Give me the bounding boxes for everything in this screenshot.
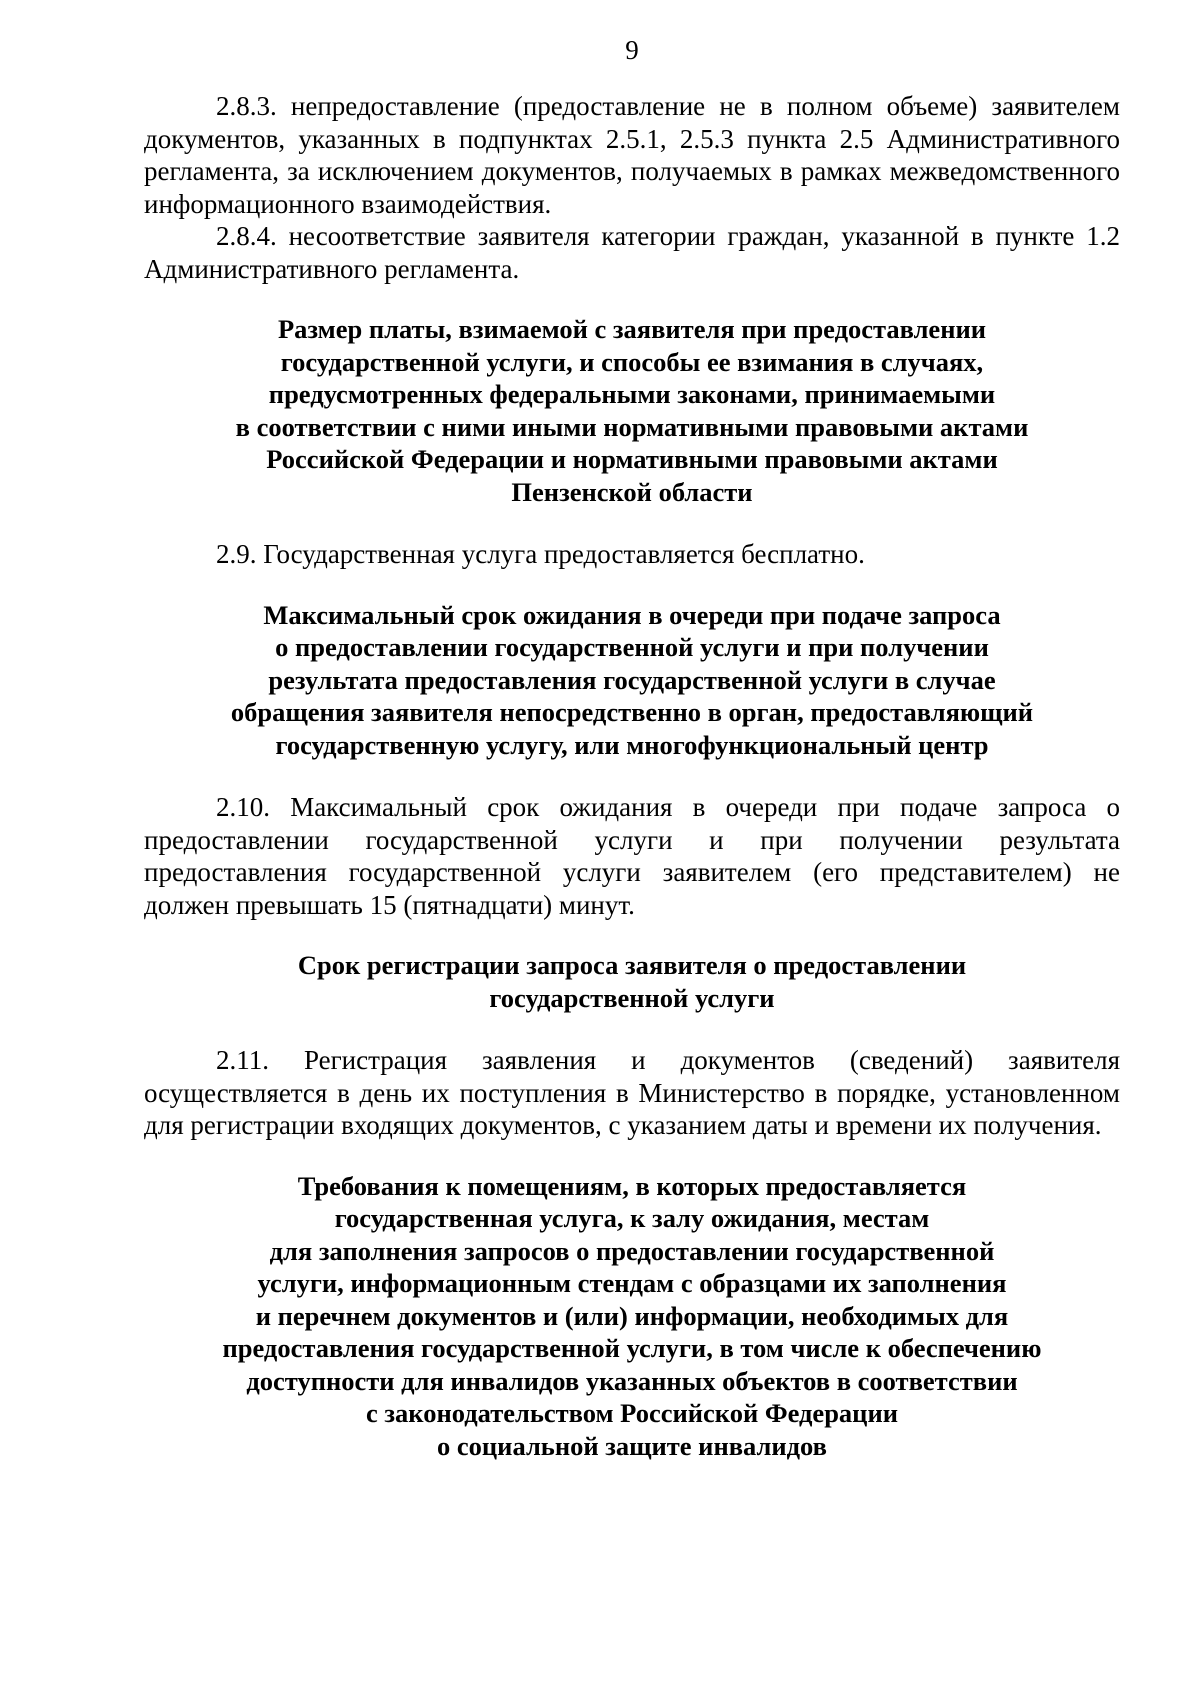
heading-premises <box>144 1170 1120 1463</box>
spacer <box>144 761 1120 791</box>
heading-line: результата предоставления государственной услуги в случае <box>268 664 996 695</box>
heading-line: Максимальный срок ожидания в очереди при подаче запроса <box>263 599 1001 630</box>
paragraph-2-10: 2.10. Максимальный срок ожидания в очереди при подаче запроса о предоставлении государственной услуги и при получении результата предоставления государственной услуги заявителем (его представителем) не должен превышать 15 (пятнадцати) минут. <box>144 792 1120 920</box>
heading-registration <box>144 949 1120 1014</box>
heading-line: о социальной защите инвалидов <box>437 1430 827 1461</box>
spacer <box>144 571 1120 599</box>
heading-line: Пензенской области <box>511 476 753 507</box>
heading-line: государственной услуги, и способы ее взимания в случаях, <box>280 346 984 377</box>
heading-line: государственную услугу, или многофункциональный центр <box>275 729 989 760</box>
heading-line: Размер платы, взимаемой с заявителя при предоставлении <box>277 314 987 344</box>
paragraph-2-11: 2.11. Регистрация заявления и документов (сведений) заявителя осуществляется в день их поступления в Министерство в порядке, установленном для регистрации входящих документов, с указанием даты и времени их получения. <box>144 1045 1120 1140</box>
page-number: 9 <box>625 35 639 65</box>
heading-line: Российской Федерации и нормативными правовыми актами <box>266 444 998 474</box>
heading-line: государственной услуги <box>489 982 775 1013</box>
heading-line: государственная услуга, к залу ожидания, местам <box>334 1203 930 1233</box>
paragraph-2-9: 2.9. Государственная услуга предоставляется бесплатно. <box>216 539 865 569</box>
heading-line: о предоставлении государственной услуги и при получении <box>275 632 989 662</box>
heading-wait-time <box>144 599 1120 762</box>
heading-fee <box>144 313 1120 508</box>
heading-line: предусмотренных федеральными законами, принимаемыми <box>268 379 996 409</box>
spacer <box>144 921 1120 949</box>
heading-line: Срок регистрации запроса заявителя о предоставлении <box>297 950 967 980</box>
spacer <box>144 1014 1120 1044</box>
heading-line: доступности для инвалидов указанных объектов в соответствии <box>246 1365 1018 1396</box>
heading-line: услуги, информационным стендам с образцами их заполнения <box>257 1268 1007 1298</box>
heading-line: обращения заявителя непосредственно в орган, предоставляющий <box>230 697 1034 727</box>
heading-line: и перечнем документов и (или) информации, необходимых для <box>255 1300 1009 1331</box>
document-page <box>144 32 1120 1462</box>
heading-line: предоставления государственной услуги, в том числе к обеспечению <box>222 1333 1042 1363</box>
heading-line: Требования к помещениям, в которых предоставляется <box>297 1170 967 1201</box>
paragraph-2-8-3: 2.8.3. непредоставление (предоставление не в полном объеме) заявителем документов, указанных в подпунктах 2.5.1, 2.5.3 пункта 2.5 Административного регламента, за исключением документов, получаемых в рамках межведомственного информационного взаимодействия. <box>144 91 1120 219</box>
paragraph-2-8-4: 2.8.4. несоответствие заявителя категории граждан, указанной в пункте 1.2 Административного регламента. <box>144 221 1120 284</box>
spacer <box>144 285 1120 313</box>
spacer <box>144 508 1120 538</box>
spacer <box>144 1142 1120 1170</box>
heading-line: с законодательством Российской Федерации <box>366 1398 898 1428</box>
heading-line: в соответствии с ними иными нормативными правовыми актами <box>235 411 1029 442</box>
heading-line: для заполнения запросов о предоставлении государственной <box>269 1235 995 1266</box>
